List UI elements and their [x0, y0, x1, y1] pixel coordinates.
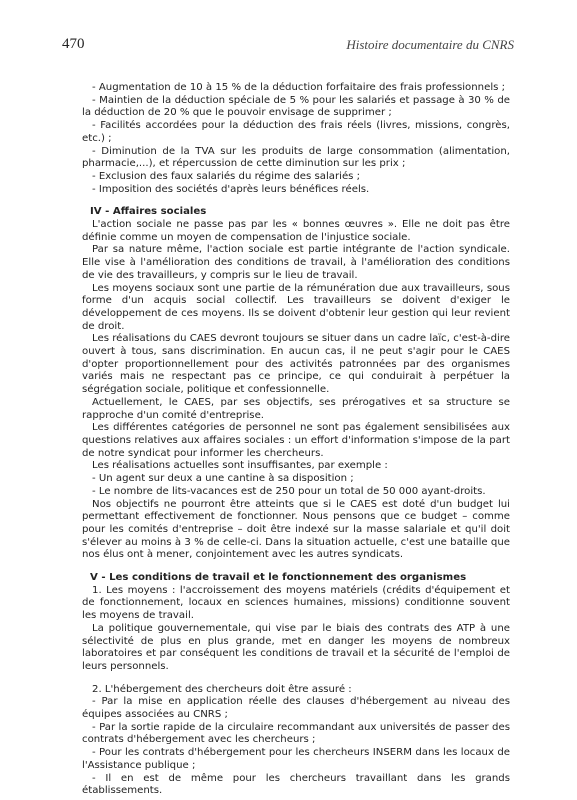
page-number: 470: [62, 36, 85, 52]
section-heading: IV - Affaires sociales: [90, 206, 207, 218]
paragraph: - Maintien de la déduction spéciale de 5 % pour les salariés et passage à 30 % de la déduction de 20 % que le pouvoir envisage de supprimer ;: [82, 94, 510, 119]
body-text: [82, 82, 510, 798]
paragraph: Nos objectifs ne pourront être atteints que si le CAES est doté d'un budget lui permettant effectivement de fonctionner. Nous pensons que ce budget – comme pour les comités d'entreprise – doit être indexé sur la masse salariale et qu'il doit s'élever au moins à 3 % de celle-ci. Dans la situation actuelle, c'est une bataille que nos élus ont à mener, conjointement avec les autres syndicats.: [82, 498, 510, 561]
paragraph: Les réalisations du CAES devront toujours se situer dans un cadre laïc, c'est-à-dire ouvert à tous, sans discrimination. En aucun cas, il ne peut s'agir pour le CAES d'opter proportionnellement pour des activités patronnées par des organismes variés mais ne respectant pas ce principe, ce qui conduirait à perpétuer la ségrégation sociale, politique et confessionnelle.: [82, 333, 510, 396]
paragraph: Par sa nature même, l'action sociale est partie intégrante de l'action syndicale. Elle vise à l'amélioration des conditions de travail, à l'amélioration des conditions de vie des travailleurs, y compris sur le lieu de travail.: [82, 244, 510, 281]
paragraph: - Il en est de même pour les chercheurs travaillant dans les grands établissements.: [82, 772, 510, 797]
paragraph: - Un agent sur deux a une cantine à sa disposition ;: [92, 473, 354, 485]
paragraph: - Le nombre de lits-vacances est de 250 pour un total de 50 000 ayant-droits.: [92, 485, 486, 497]
paragraph: Les moyens sociaux sont une partie de la rémunération due aux travailleurs, sous forme d'un acquis social collectif. Les travailleurs se doivent d'exiger le développement de ces moyens. Ils se doivent d'obtenir leur gestion qui leur revient de droit.: [82, 282, 510, 332]
paragraph: Actuellement, le CAES, par ses objectifs, ses prérogatives et sa structure se rapproche d'un comité d'entreprise.: [82, 396, 510, 421]
paragraph: - Par la sortie rapide de la circulaire recommandant aux universités de passer des contrats d'hébergement avec les chercheurs ;: [82, 721, 510, 746]
paragraph: - Diminution de la TVA sur les produits de large consommation (alimentation, pharmacie,...), et répercussion de cette diminution sur les prix ;: [82, 145, 510, 170]
paragraph: La politique gouvernementale, qui vise par le biais des contrats des ATP à une sélectivité de plus en plus grande, met en danger les moyens de nombreux laboratoires et par conséquent les conditions de travail et la sécurité de l'emploi de leurs personnels.: [82, 622, 510, 672]
paragraph: - Exclusion des faux salariés du régime des salariés ;: [92, 170, 361, 182]
running-title: Histoire documentaire du CNRS: [346, 37, 514, 52]
paragraph: - Augmentation de 10 à 15 % de la déduction forfaitaire des frais professionnels ;: [92, 82, 506, 93]
paragraph: - Imposition des sociétés d'après leurs bénéfices réels.: [92, 183, 370, 195]
section-heading: V - Les conditions de travail et le fonctionnement des organismes: [90, 572, 467, 584]
paragraph: - Par la mise en application réelle des clauses d'hébergement au niveau des équipes associées au CNRS ;: [82, 696, 510, 721]
paragraph: 2. L'hébergement des chercheurs doit être assuré :: [92, 683, 352, 695]
paragraph: L'action sociale ne passe pas par les « bonnes œuvres ». Elle ne doit pas être définie comme un moyen de compensation de l'injustice sociale.: [82, 219, 510, 243]
paragraph: Les différentes catégories de personnel ne sont pas également sensibilisées aux questions relatives aux affaires sociales : un effort d'information s'impose de la part de notre syndicat pour informer les chercheurs.: [82, 422, 510, 459]
paragraph: Les réalisations actuelles sont insuffisantes, par exemple :: [92, 460, 388, 472]
paragraph: - Facilités accordées pour la déduction des frais réels (livres, missions, congrès, etc.) ;: [82, 120, 510, 144]
paragraph: - Pour les contrats d'hébergement pour les chercheurs INSERM dans les locaux de l'Assistance publique ;: [82, 747, 510, 771]
paragraph: 1. Les moyens : l'accroissement des moyens matériels (crédits d'équipement et de fonctionnement, locaux en sciences humaines, missions) conditionne souvent les moyens de travail.: [82, 584, 510, 622]
